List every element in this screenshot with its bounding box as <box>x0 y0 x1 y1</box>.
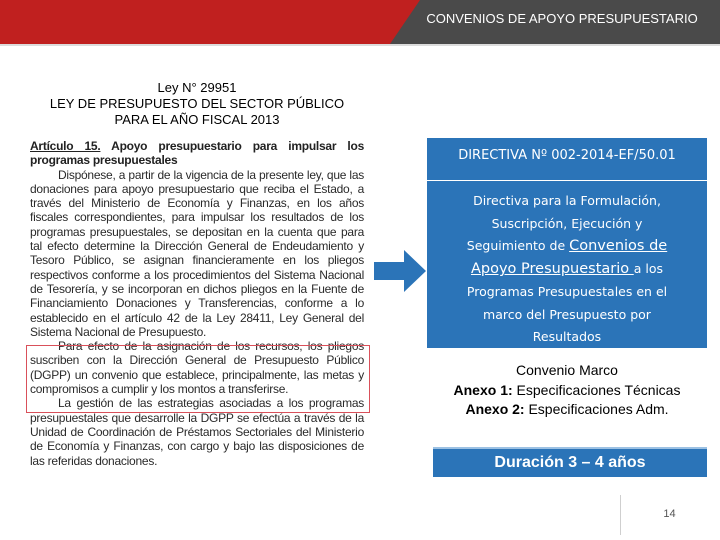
directive-line <box>427 235 707 258</box>
annex-1 <box>427 381 707 401</box>
article-title: Apoyo presupuestario para impulsar los programas presupuestales <box>30 139 364 168</box>
agreement-frame: Convenio Marco <box>516 362 618 378</box>
article-number: Artículo 15. <box>30 139 101 153</box>
law-fiscal-year: PARA EL AÑO FISCAL 2013 <box>114 112 280 127</box>
directive-line: marco del Presupuesto por <box>483 306 651 322</box>
annex-1-label: Anexo 1: <box>453 381 513 398</box>
header-bar <box>0 0 720 44</box>
duration-banner: Duración 3 – 4 años <box>433 447 707 477</box>
law-excerpt <box>30 139 364 468</box>
directive-text: a los <box>633 261 664 277</box>
article-paragraph-3: La gestión de las estrategias asociadas a los programas presupuestales que desarrolle la DGPP se efectúa a través de la Unidad de Coordinación de Préstamos Sectoriales del Ministerio de Economía y Finanzas, con cargo y bajo las disposiciones de las referidas donaciones. <box>30 396 364 468</box>
directive-emphasis: Convenios de <box>569 238 668 255</box>
directive-title: DIRECTIVA Nº 002-2014-EF/50.01 <box>427 138 707 181</box>
law-name: LEY DE PRESUPUESTO DEL SECTOR PÚBLICO <box>49 96 345 111</box>
annex-1-text: Especificaciones Técnicas <box>512 381 681 398</box>
directive-emphasis: Apoyo Presupuestario <box>470 261 634 278</box>
law-number: Ley N° 29951 <box>157 80 237 95</box>
annexes-box <box>427 350 707 422</box>
slide-title: CONVENIOS DE APOYO PRESUPUESTARIO <box>426 11 698 26</box>
law-title <box>22 80 372 128</box>
directive-line: Directiva para la Formulación, <box>473 193 661 208</box>
directive-box <box>427 138 707 348</box>
header-divider <box>0 44 720 46</box>
article-heading <box>30 139 364 168</box>
annex-2-text: Especificaciones Adm. <box>524 401 669 417</box>
directive-line <box>427 258 707 281</box>
directive-text: Seguimiento de <box>466 238 570 254</box>
directive-description <box>427 181 707 349</box>
directive-line: Suscripción, Ejecución y <box>491 215 643 231</box>
annex-2-label: Anexo 2: <box>465 401 525 417</box>
arrow-right-icon <box>374 250 426 292</box>
article-paragraph-1: Dispónese, a partir de la vigencia de la presente ley, que las donaciones para apoyo presupuestario que reciba el Estado, a través del Ministerio de Economía y Finanzas, en los años fiscales correspondientes, para impulsar los resultados de los programas presupuestales, se depositan en la cuenta que para tal efecto determine la Dirección General de Endeudamiento y Tesoro Público, se asignan financieramente en los pliegos respectivos conforme a los procedimientos del Sistema Nacional de Tesorería, y se incorporan en dichos pliegos en la Fuente de Financiamiento Donaciones y Transferencias, conforme a lo establecido en el artículo 42 de la Ley 28411, Ley General del Sistema Nacional de Presupuesto. <box>30 167 364 339</box>
annex-2 <box>427 400 707 420</box>
page-number: 14 <box>620 495 688 535</box>
highlight-box <box>26 345 370 413</box>
directive-line: Programas Presupuestales en el <box>466 283 668 299</box>
article-paragraph-2: Para efecto de la asignación de los recursos, los pliegos suscriben con la Dirección General de Presupuesto Público (DGPP) un convenio que establece, principalmente, las metas y compromisos a cumplir y los montos a transferirse. <box>30 339 364 397</box>
header-red-band <box>0 0 420 44</box>
directive-line: Resultados <box>532 329 602 345</box>
